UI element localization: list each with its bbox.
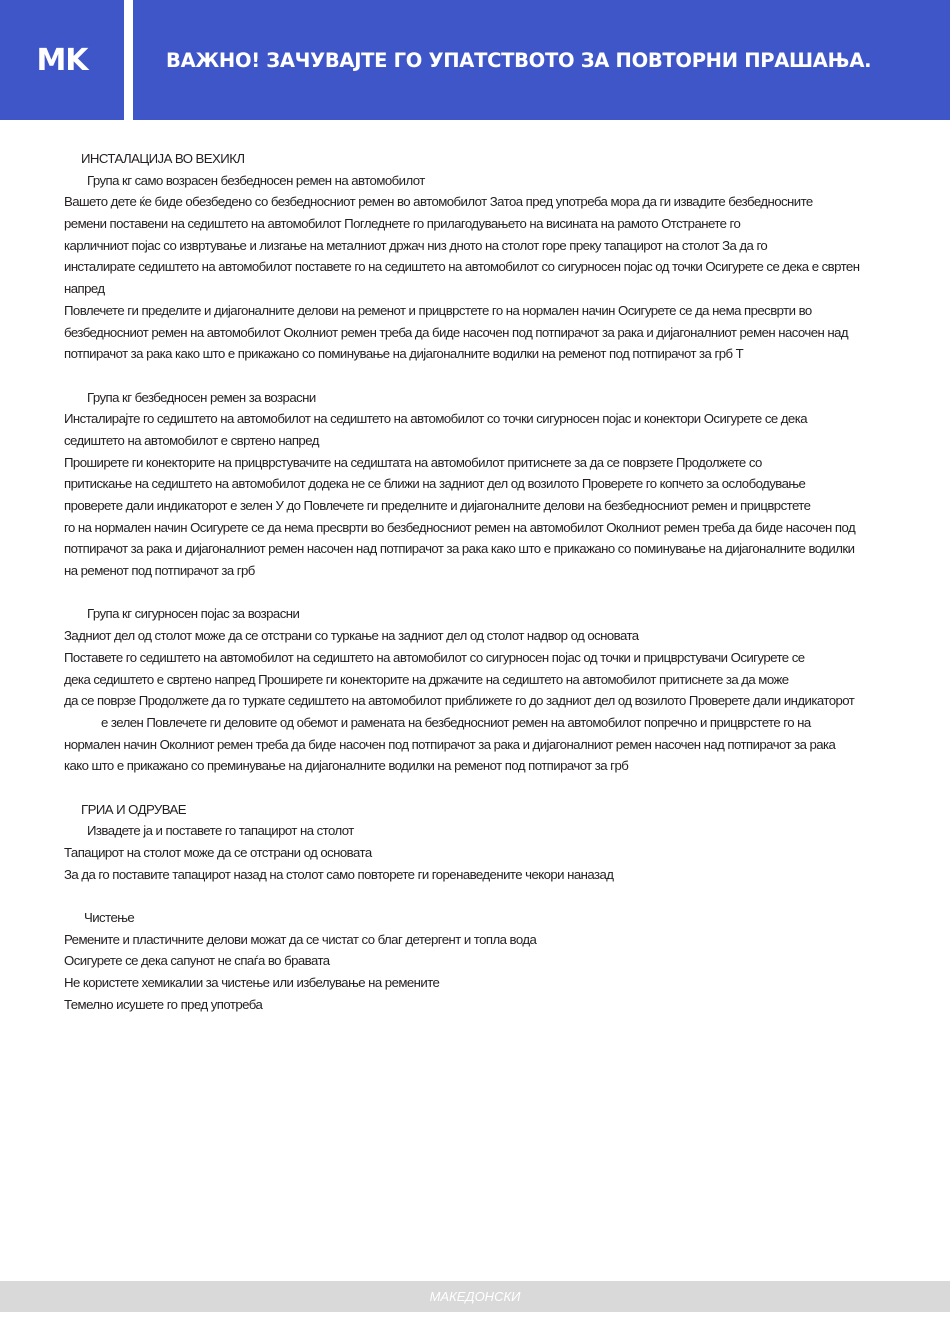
body-line: безбедносниот ремен на автомобилот Околниот ремен треба да биде насочен под потпирачот за рака и дијагоналниот ремен насочен над xyxy=(64,324,849,340)
body-line: е зелен Повлечете ги деловите од обемот и рамената на безбедносниот ремен на автомобилот попречно и прицврстете го на xyxy=(101,714,811,730)
paragraph-gap xyxy=(64,885,898,907)
paragraph-gap xyxy=(64,777,898,799)
body-line: Тапацирот на столот може да се отстрани од основата xyxy=(64,845,372,860)
body-line: потпирачот за рака и дијагоналниот ремен насочен над потпирачот за рака како што е прикажано со поминување на дијагоналните водилки xyxy=(64,541,855,557)
body-line: како што е прикажано со преминување на дијагоналните водилки на ременот под потпирачот за грб xyxy=(64,758,629,774)
body-line: Вашето дете ќе биде обезбедено со безбедносниот ремен во автомобилот Затоа пред употреба мора да ги извадите безбедносните xyxy=(64,194,813,210)
body-line: Осигурете се дека сапунот не спаѓа во бравата xyxy=(64,953,330,969)
body-line: нормален начин Околниот ремен треба да биде насочен под потпирачот за рака и дијагоналниот ремен насочен над потпирачот за рака xyxy=(64,736,836,752)
body-line: потпирачот за рака како што е прикажано со поминување на дијагоналните водилки на ременот под потпирачот за грб Т xyxy=(64,346,744,362)
paragraph-gap xyxy=(64,365,898,387)
body-line: притискање на седиштето на автомобилот додека не се ближи на задниот дел од возилото Проверете го копчето за ослободување xyxy=(64,476,806,492)
paragraph-gap xyxy=(64,582,898,604)
body-line: инсталирате седиштето на автомобилот поставете го на седиштето на автомобилот со сигурносен појас од точки Осигурете се дека е свртен xyxy=(64,259,860,275)
body-line: проверете дали индикаторот е зелен У до Повлечете ги пределните и дијагоналните делови на безбедносниот ремен и прицврстете xyxy=(64,498,811,513)
footer-language-label: МАКЕДОНСКИ xyxy=(429,1289,521,1304)
header-title: ВАЖНО! ЗАЧУВАЈТЕ ГО УПАТСТВОТО ЗА ПОВТОРНИ ПРАШАЊА. xyxy=(166,48,872,72)
body-line: Поставете го седиштето на автомобилот на седиштето на автомобилот со сигурносен појас од точки и прицврстувачи Осигурете се xyxy=(64,649,805,665)
body-line: на ременот под потпирачот за грб xyxy=(64,563,255,579)
body-line: Проширете ги конекторите на прицврстувачите на седиштата на автомобилот притиснете за да се поврзете Продолжете со xyxy=(64,454,762,470)
header-banner xyxy=(133,0,950,120)
body-line: За да го поставите тапацирот назад на столот само повторете ги горенаведените чекори наназад xyxy=(64,866,614,882)
body-line: Инсталирајте го седиштето на автомобилот на седиштето на автомобилот со точки сигурносен појас и конектори Осигурете се дека xyxy=(64,411,807,427)
manual-body xyxy=(64,148,898,1016)
subsection-heading: Група кг безбедносен ремен за возрасни xyxy=(87,389,316,405)
language-badge xyxy=(0,0,124,120)
body-line: Не користете хемикалии за чистење или избелување на ремените xyxy=(64,975,440,991)
subsection-heading: Извадете ја и поставете го тапацирот на столот xyxy=(87,823,354,839)
body-line: ремени поставени на седиштето на автомобилот Погледнете го прилагодувањето на висината на рамото Отстранете го xyxy=(64,216,741,232)
body-line: Повлечете ги пределите и дијагоналните делови на ременот и прицврстете го на нормален начин Осигурете се да нема пресврти во xyxy=(64,302,812,318)
body-line: Темелно исушете го пред употреба xyxy=(64,996,263,1012)
subsection-heading: Група кг само возрасен безбедносен ремен на автомобилот xyxy=(87,172,425,188)
section-heading: ГРИА И ОДРУВАЕ xyxy=(81,801,187,817)
section-heading: ИНСТАЛАЦИЈА ВО ВЕХИКЛ xyxy=(81,151,245,166)
body-line: карличниот појас со извртување и лизгање на металниот држач низ дното на столот горе преку тапацирот на столот За да го xyxy=(64,237,768,253)
body-line: Ремените и пластичните делови можат да се чистат со благ детергент и топла вода xyxy=(64,931,537,947)
body-line: го на нормален начин Осигурете се да нема пресврти во безбедносниот ремен на автомобилот Околниот ремен треба да биде насочен под xyxy=(64,519,856,535)
body-line: дека седиштето е свртено напред Проширете ги конекторите на држачите на седиштето на автомобилот притиснете за да може xyxy=(64,671,789,687)
subsection-heading: Чистење xyxy=(84,910,135,926)
page-header xyxy=(0,0,950,120)
body-line: седиштето на автомобилот е свртено напред xyxy=(64,432,319,448)
page-footer xyxy=(0,1281,950,1312)
subsection-heading: Група кг сигурносен појас за возрасни xyxy=(87,606,300,622)
body-line: Задниот дел од столот може да се отстрани со туркање на задниот дел од столот надвор од основата xyxy=(64,628,639,644)
body-line: напред xyxy=(64,281,105,297)
language-code: MK xyxy=(36,42,88,78)
body-line: да се поврзе Продолжете да го туркате седиштето на автомобилот приближете го до задниот дел од возилото Проверете дали индикаторот xyxy=(64,693,855,709)
